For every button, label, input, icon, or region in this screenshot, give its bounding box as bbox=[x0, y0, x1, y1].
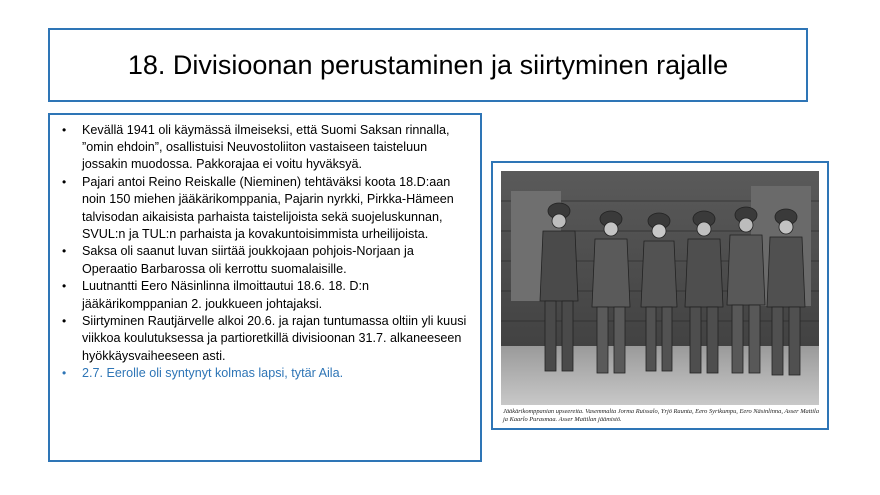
bullet-item bbox=[60, 278, 472, 312]
bullet-item bbox=[60, 122, 472, 174]
photo-frame bbox=[491, 161, 829, 430]
bullet-dot: • bbox=[62, 244, 67, 259]
soldiers-photo bbox=[501, 171, 819, 405]
bullet-text: Saksa oli saanut luvan siirtää joukkojaan pohjois-Norjaan ja Operaatio Barbarossa oli kerrottu suomalaisille. bbox=[82, 244, 414, 276]
photo-caption: Jääkärikomppanian upseereita. Vasemmalta Jorma Ruissalo, Yrjö Raunta, Eero Syrikumpu, Eero Näsinlinna, Asser Mattila ja Kaarlo Purasmaa. Asser Mattilan jäämistö. bbox=[503, 408, 820, 423]
bullet-item-highlight bbox=[60, 365, 472, 382]
title-box bbox=[48, 28, 808, 102]
slide-title: 18. Divisioonan perustaminen ja siirtyminen rajalle bbox=[127, 49, 729, 80]
bullet-dot: • bbox=[62, 123, 67, 137]
bullet-text: 2.7. Eerolle oli syntynyt kolmas lapsi, tytär Aila. bbox=[82, 366, 344, 381]
bullet-dot: • bbox=[62, 314, 67, 329]
bullet-text: Luutnantti Eero Näsinlinna ilmoittautui 18.6. 18. D:n jääkärikomppanian 2. joukkueen johtajaksi. bbox=[82, 279, 370, 311]
bullet-text: Siirtyminen Rautjärvelle alkoi 20.6. ja rajan tuntumassa oltiin yli kuusi viikkoa koulutuksessa ja partioretkillä divisioonan 31.7. alkaneeseen hyökkäysvaiheeseen asti. bbox=[82, 314, 467, 363]
bullet-dot: • bbox=[62, 175, 67, 190]
bullet-text: Pajari antoi Reino Reiskalle (Nieminen) tehtäväksi koota 18.D:aan noin 150 miehen jääkärikomppania, Pajarin nyrkki, Pirkka-Hämeen talvisodan aikaisista parhaista taistelijoista sekä suojeluskunnan, SVUL:n ja TUL:n parhaista ja kovakuntoisimmista urheilijoista. bbox=[82, 175, 454, 241]
bullet-list bbox=[60, 122, 472, 383]
bullet-text: Kevällä 1941 oli käymässä ilmeiseksi, että Suomi Saksan rinnalla, ”omin ehdoin”, osallistuisi Neuvostoliiton vastaiseen taisteluun jossakin muodossa. Pakkorajaa ei voitu hyväksyä. bbox=[82, 123, 450, 172]
bullet-item bbox=[60, 174, 472, 243]
bullet-dot: • bbox=[62, 366, 67, 381]
bullet-list-box bbox=[48, 113, 482, 462]
bullet-item bbox=[60, 243, 472, 277]
bullet-dot: • bbox=[62, 279, 67, 294]
bullet-item bbox=[60, 313, 472, 365]
